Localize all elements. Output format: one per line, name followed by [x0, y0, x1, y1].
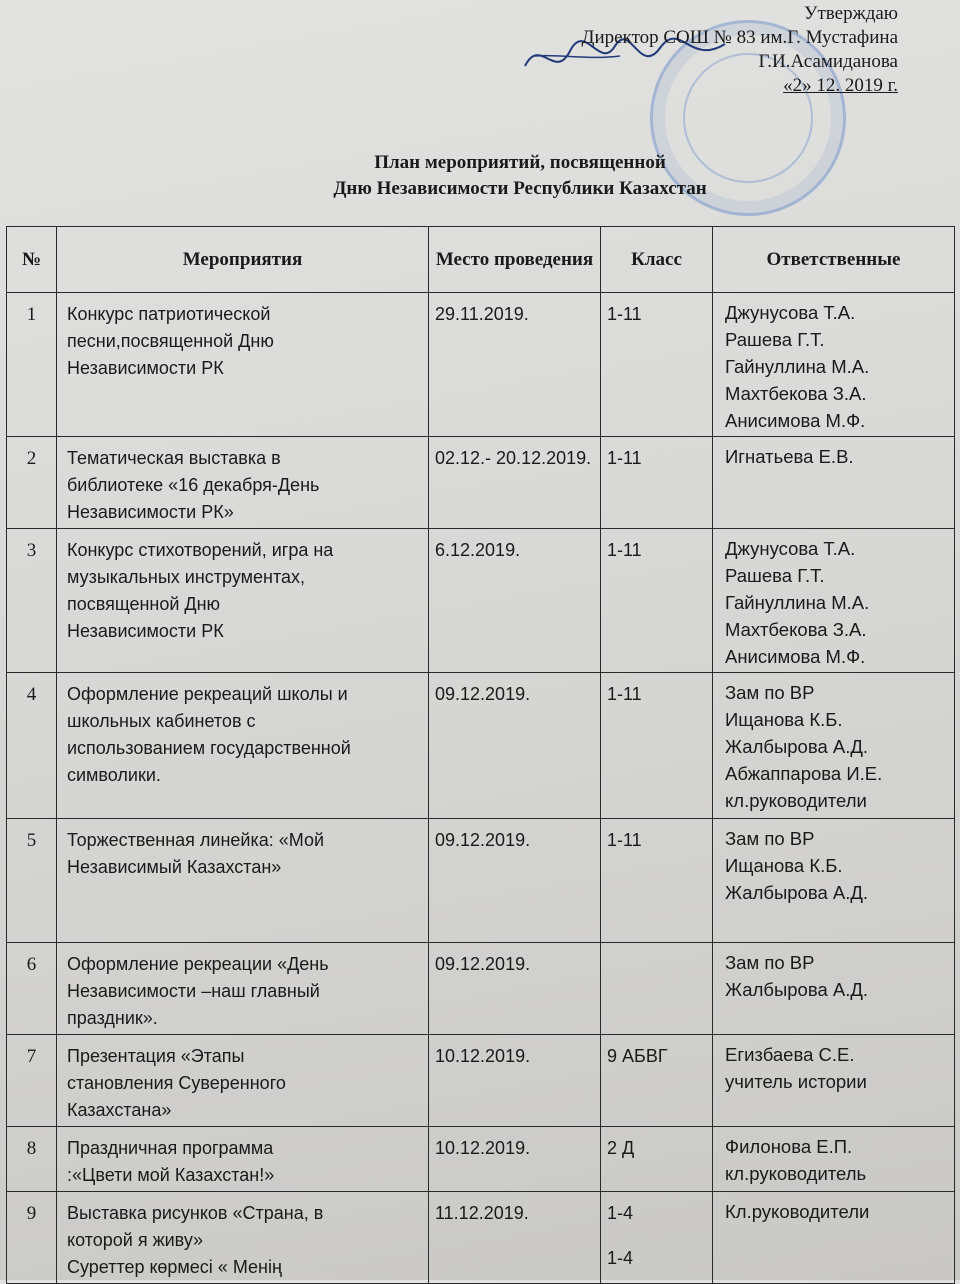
event-line: Тематическая выставка в	[67, 448, 281, 468]
date-cell: 6.12.2019.	[429, 529, 601, 673]
date-cell: 11.12.2019.	[429, 1192, 601, 1284]
event-line: Независимости РК	[67, 358, 224, 378]
table-header-row	[7, 227, 955, 293]
grade-line: 9 АБВГ	[607, 1046, 668, 1066]
responsible-person: Игнатьева Е.В.	[725, 446, 854, 467]
header-event: Мероприятия	[57, 227, 429, 293]
event-line: становления Суверенного	[67, 1073, 286, 1093]
responsible-person: Жалбырова А.Д.	[725, 736, 869, 757]
date-cell: 29.11.2019.	[429, 293, 601, 437]
approval-name: Г.И.Асамиданова	[758, 51, 898, 72]
approval-block	[582, 2, 898, 98]
table-row	[7, 293, 955, 437]
event-line: песни,посвященной Дню	[67, 331, 274, 351]
responsible-person: кл.руководитель	[725, 1163, 867, 1184]
event-line: Независимости РК»	[67, 502, 234, 522]
responsible-cell	[713, 293, 955, 437]
responsible-person: Зам по ВР	[725, 952, 815, 973]
responsible-person: Анисимова М.Ф.	[725, 410, 866, 431]
grade-cell	[601, 819, 713, 943]
responsible-cell	[713, 1035, 955, 1127]
responsible-person: Абжаппарова И.Е.	[725, 763, 883, 784]
event-line: :«Цвети мой Казахстан!»	[67, 1165, 275, 1185]
responsible-person: Гайнуллина М.А.	[725, 356, 870, 377]
responsible-person: Зам по ВР	[725, 828, 815, 849]
responsible-person: Рашева Г.Т.	[725, 329, 825, 350]
table-row	[7, 1127, 955, 1192]
table-row	[7, 1035, 955, 1127]
header-num: №	[7, 227, 57, 293]
responsible-cell	[713, 943, 955, 1035]
responsible-cell	[713, 437, 955, 529]
table-row	[7, 1192, 955, 1284]
grade-cell	[601, 673, 713, 819]
responsible-person: Зам по ВР	[725, 682, 815, 703]
responsible-person: Жалбырова А.Д.	[725, 979, 869, 1000]
event-cell	[57, 673, 429, 819]
responsible-person: Филонова Е.П.	[725, 1136, 853, 1157]
row-number: 6	[7, 943, 57, 1035]
event-line: использованием государственной	[67, 738, 351, 758]
grade-cell	[601, 529, 713, 673]
header-place: Место проведения	[429, 227, 601, 293]
responsible-person: Махтбекова З.А.	[725, 619, 867, 640]
event-line: Независимости –наш главный	[67, 981, 320, 1001]
responsible-cell	[713, 673, 955, 819]
event-cell	[57, 1127, 429, 1192]
responsible-cell	[713, 529, 955, 673]
row-number: 5	[7, 819, 57, 943]
row-number: 1	[7, 293, 57, 437]
responsible-person: Рашева Г.Т.	[725, 565, 825, 586]
event-line: Торжественная линейка: «Мой	[67, 830, 325, 850]
date-cell: 10.12.2019.	[429, 1127, 601, 1192]
row-number: 9	[7, 1192, 57, 1284]
event-cell	[57, 437, 429, 529]
event-line: Оформление рекреаций школы и	[67, 684, 348, 704]
grade-line: 1-4	[607, 1203, 634, 1223]
row-number: 8	[7, 1127, 57, 1192]
grade-line: 1-11	[607, 540, 642, 560]
table-row	[7, 437, 955, 529]
grade-line: 1-11	[607, 448, 642, 468]
event-cell	[57, 293, 429, 437]
event-line: Оформление рекреации «День	[67, 954, 329, 974]
event-line: Презентация «Этапы	[67, 1046, 245, 1066]
event-line: Выставка рисунков «Страна, в	[67, 1203, 324, 1223]
responsible-cell	[713, 819, 955, 943]
grade-cell	[601, 293, 713, 437]
table-row	[7, 673, 955, 819]
responsible-cell	[713, 1127, 955, 1192]
approval-director: Директор СОШ № 83 им.Г. Мустафина	[581, 27, 898, 48]
grade-cell	[601, 1192, 713, 1284]
event-line: Конкурс стихотворений, игра на	[67, 540, 334, 560]
header-responsible: Ответственные	[713, 227, 955, 293]
responsible-person: учитель истории	[725, 1071, 867, 1092]
event-line: школьных кабинетов с	[67, 711, 256, 731]
event-line: Конкурс патриотической	[67, 304, 271, 324]
date-cell: 10.12.2019.	[429, 1035, 601, 1127]
responsible-person: Махтбекова З.А.	[725, 383, 867, 404]
grade-line: 1-11	[607, 684, 642, 704]
event-cell	[57, 819, 429, 943]
event-cell	[57, 529, 429, 673]
grade-cell	[601, 1035, 713, 1127]
approval-date: «2» 12. 2019 г.	[783, 75, 898, 96]
table-row	[7, 943, 955, 1035]
events-table	[6, 226, 955, 1284]
row-number: 7	[7, 1035, 57, 1127]
table-row	[7, 529, 955, 673]
row-number: 2	[7, 437, 57, 529]
event-line: Суреттер көрмесі « Менің	[67, 1257, 282, 1277]
grade-line: 1-11	[607, 830, 642, 850]
approval-heading: Утверждаю	[804, 3, 898, 24]
event-cell	[57, 943, 429, 1035]
title-line-2: Дню Независимости Республики Казахстан	[333, 178, 707, 199]
grade-cell	[601, 943, 713, 1035]
event-line: символики.	[67, 765, 161, 785]
event-line: которой я живу»	[67, 1230, 204, 1250]
date-cell: 02.12.- 20.12.2019.	[429, 437, 601, 529]
grade-line: 1-4	[607, 1248, 634, 1268]
event-cell	[57, 1192, 429, 1284]
grade-cell	[601, 1127, 713, 1192]
grade-line: 2 Д	[607, 1138, 635, 1158]
header-grade: Класс	[601, 227, 713, 293]
responsible-person: Джунусова Т.А.	[725, 302, 856, 323]
title-line-1: План мероприятий, посвященной	[374, 152, 666, 173]
grade-line: 1-11	[607, 304, 642, 324]
responsible-person: Джунусова Т.А.	[725, 538, 856, 559]
document-title	[180, 150, 860, 202]
responsible-person: кл.руководители	[725, 790, 867, 811]
event-line: посвященной Дню	[67, 594, 221, 614]
date-cell: 09.12.2019.	[429, 819, 601, 943]
responsible-person: Кл.руководители	[725, 1201, 870, 1222]
date-cell: 09.12.2019.	[429, 943, 601, 1035]
event-line: Независимый Казахстан»	[67, 857, 282, 877]
grade-cell	[601, 437, 713, 529]
row-number: 3	[7, 529, 57, 673]
event-line: Праздничная программа	[67, 1138, 274, 1158]
event-line: праздник».	[67, 1008, 158, 1028]
responsible-person: Егизбаева С.Е.	[725, 1044, 855, 1065]
row-number: 4	[7, 673, 57, 819]
responsible-person: Жалбырова А.Д.	[725, 882, 869, 903]
event-line: библиотеке «16 декабря-День	[67, 475, 320, 495]
responsible-person: Ищанова К.Б.	[725, 709, 843, 730]
date-cell: 09.12.2019.	[429, 673, 601, 819]
table-row	[7, 819, 955, 943]
event-line: Казахстана»	[67, 1100, 172, 1120]
responsible-person: Анисимова М.Ф.	[725, 646, 866, 667]
table-body	[7, 293, 955, 1284]
event-line: Независимости РК	[67, 621, 224, 641]
event-line: музыкальных инструментах,	[67, 567, 306, 587]
responsible-person: Ищанова К.Б.	[725, 855, 843, 876]
responsible-cell	[713, 1192, 955, 1284]
event-cell	[57, 1035, 429, 1127]
responsible-person: Гайнуллина М.А.	[725, 592, 870, 613]
